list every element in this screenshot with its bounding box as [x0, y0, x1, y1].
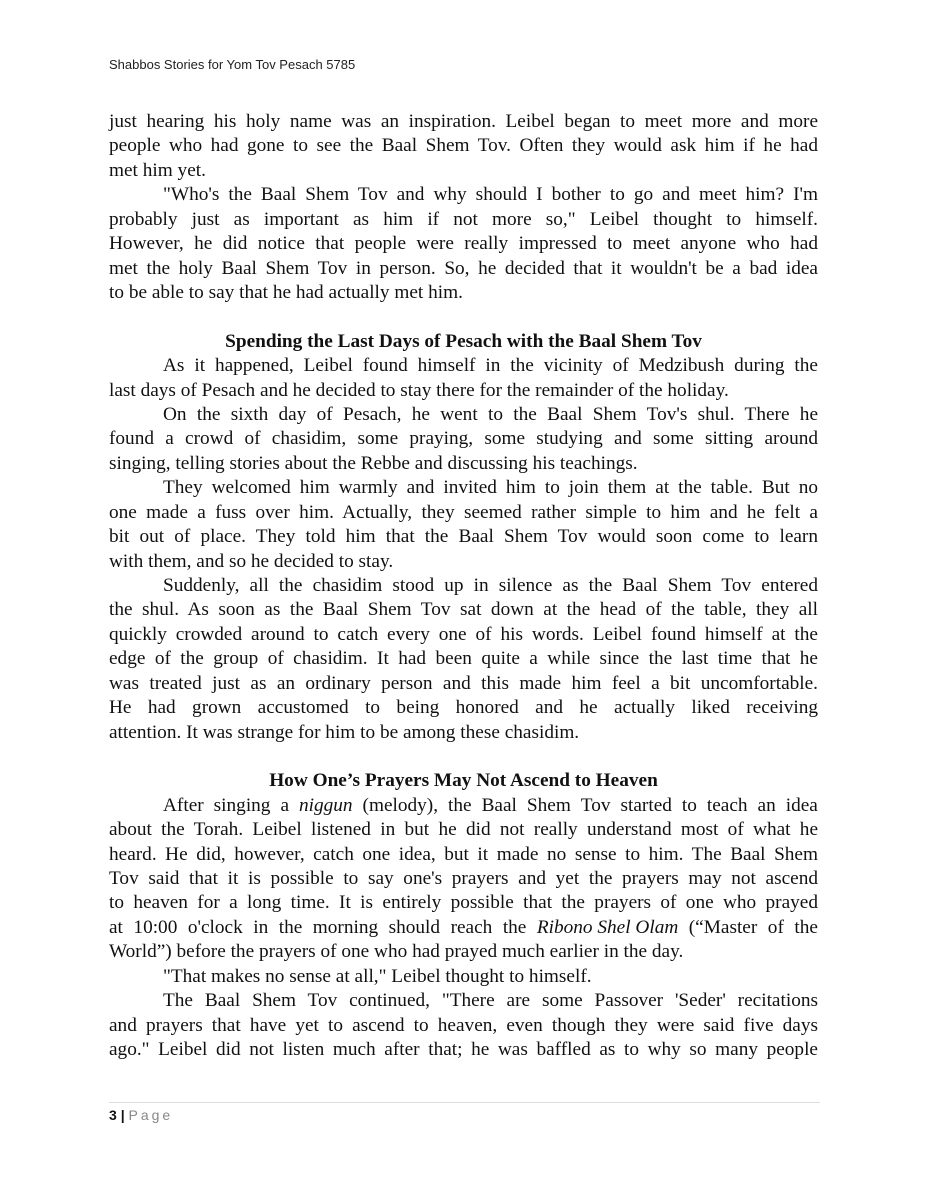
section-heading: Spending the Last Days of Pesach with the Baal Shem Tov: [225, 330, 702, 352]
text-line: The Baal Shem Tov continued, "There are some Passover 'Seder' recitations: [163, 990, 818, 1012]
text-line: Tov said that it is possible to say one's prayers and yet the prayers may not ascend: [109, 868, 818, 890]
text-word: Baal: [481, 794, 517, 816]
text-line: They welcomed him warmly and invited him to join them at the table. But no: [163, 477, 818, 499]
text-word: should: [388, 916, 441, 938]
text-line: the shul. As soon as the Baal Shem Tov sat down at the head of the table, they all: [109, 599, 818, 621]
page-label: Page: [128, 1107, 174, 1123]
text-line: just hearing his holy name was an inspiration. Leibel began to meet more and more: [109, 111, 818, 132]
text-line: to heaven for a long time. It is entirely possible that the prayers of one who prayed: [109, 892, 818, 914]
text-line: found a crowd of chasidim, some praying, some studying and some sitting around: [109, 428, 818, 450]
footer-separator: |: [120, 1107, 125, 1123]
text-line: He had grown accustomed to being honored and he actually liked receiving: [109, 697, 818, 719]
section-heading: How One’s Prayers May Not Ascend to Heaven: [269, 770, 658, 792]
text-line: singing, telling stories about the Rebbe and discussing his teachings.: [109, 452, 638, 474]
text-line: about the Torah. Leibel listened in but he did not really understand most of what he: [109, 819, 818, 841]
text-line: heard. He did, however, catch one idea, but it made no sense to him. The Baal Shem: [109, 843, 818, 865]
text-line: met the holy Baal Shem Tov in person. So, he decided that it wouldn't be a bad idea: [109, 257, 818, 279]
text-line: met him yet.: [109, 159, 206, 181]
paragraph-spacer: [109, 745, 818, 769]
text-word: Shem: [526, 794, 571, 816]
paragraph: [109, 574, 818, 745]
text-line: However, he did notice that people were really impressed to meet anyone who had: [109, 233, 818, 255]
italic-term: Ribono Shel Olam: [536, 916, 679, 938]
text-line: people who had gone to see the Baal Shem Tov. Often they would ask him if he had: [109, 135, 818, 157]
text-line: with them, and so he decided to stay.: [109, 550, 394, 572]
text-line: one made a fuss over him. Actually, they seemed rather simple to him and he felt a: [109, 501, 818, 523]
page-footer: [109, 1107, 173, 1123]
text-line: As it happened, Leibel found himself in the vicinity of Medzibush during the: [163, 355, 818, 377]
text-word: o'clock: [187, 916, 243, 938]
text-line: attention. It was strange for him to be among these chasidim.: [109, 721, 580, 743]
text-word: the: [278, 916, 303, 938]
text-line: [109, 916, 818, 940]
text-word: the: [794, 916, 818, 938]
paragraph: [109, 965, 818, 989]
text-word: Tov: [580, 794, 611, 816]
text-word: the: [448, 794, 472, 816]
text-line: World”) before the prayers of one who had prayed much earlier in the day.: [109, 941, 684, 963]
text-line: On the sixth day of Pesach, he went to the Baal Shem Tov's shul. There he: [163, 404, 818, 426]
paragraph-spacer: [109, 305, 818, 329]
text-word: After: [163, 794, 204, 816]
text-line: bit out of place. They told him that the Baal Shem Tov would soon come to learn: [109, 526, 818, 548]
text-line: and prayers that have yet to ascend to heaven, even though they were said five days: [109, 1014, 818, 1036]
text-word: started: [620, 794, 672, 816]
text-word: at: [109, 916, 123, 938]
text-word: (melody),: [362, 794, 439, 816]
text-word: in: [253, 916, 269, 938]
text-word: (“Master: [688, 916, 758, 938]
paragraph: [109, 476, 818, 574]
paragraph: [109, 110, 818, 183]
paragraph: [109, 989, 818, 1062]
italic-term: niggun: [298, 794, 353, 816]
text-word: the: [502, 916, 527, 938]
text-word: of: [767, 916, 784, 938]
text-line: was treated just as an ordinary person and this made him feel a bit uncomfortable.: [109, 672, 818, 694]
text-word: singing: [213, 794, 271, 816]
paragraph: [109, 183, 818, 305]
footer-divider: [109, 1102, 820, 1103]
text-word: to: [681, 794, 697, 816]
text-line: quickly crowded around to catch every one of his words. Leibel found himself at the: [109, 623, 818, 645]
text-line: Suddenly, all the chasidim stood up in silence as the Baal Shem Tov entered: [163, 575, 818, 596]
paragraph: [109, 403, 818, 476]
text-word: 10:00: [133, 916, 178, 938]
text-line: probably just as important as him if not more so," Leibel thought to himself.: [109, 208, 818, 230]
text-word: idea: [785, 794, 818, 816]
text-word: a: [280, 794, 289, 816]
text-line: "That makes no sense at all," Leibel thought to himself.: [163, 965, 592, 987]
paragraph: [109, 354, 818, 403]
text-word: an: [757, 794, 776, 816]
text-word: morning: [312, 916, 379, 938]
text-line: edge of the group of chasidim. It had been quite a while since the last time that he: [109, 648, 818, 670]
paragraph: [109, 794, 818, 965]
text-line: last days of Pesach and he decided to stay there for the remainder of the holiday.: [109, 379, 729, 401]
text-line: "Who's the Baal Shem Tov and why should I bother to go and meet him? I'm: [163, 184, 818, 206]
document-body: [109, 110, 818, 1062]
text-line: ago." Leibel did not listen much after that; he was baffled as to why so many people: [109, 1039, 818, 1060]
page-number: 3: [109, 1107, 117, 1123]
text-word: reach: [450, 916, 493, 938]
running-header: Shabbos Stories for Yom Tov Pesach 5785: [109, 57, 356, 72]
text-word: teach: [706, 794, 748, 816]
text-line: [109, 794, 818, 818]
text-line: to be able to say that he had actually met him.: [109, 281, 463, 303]
